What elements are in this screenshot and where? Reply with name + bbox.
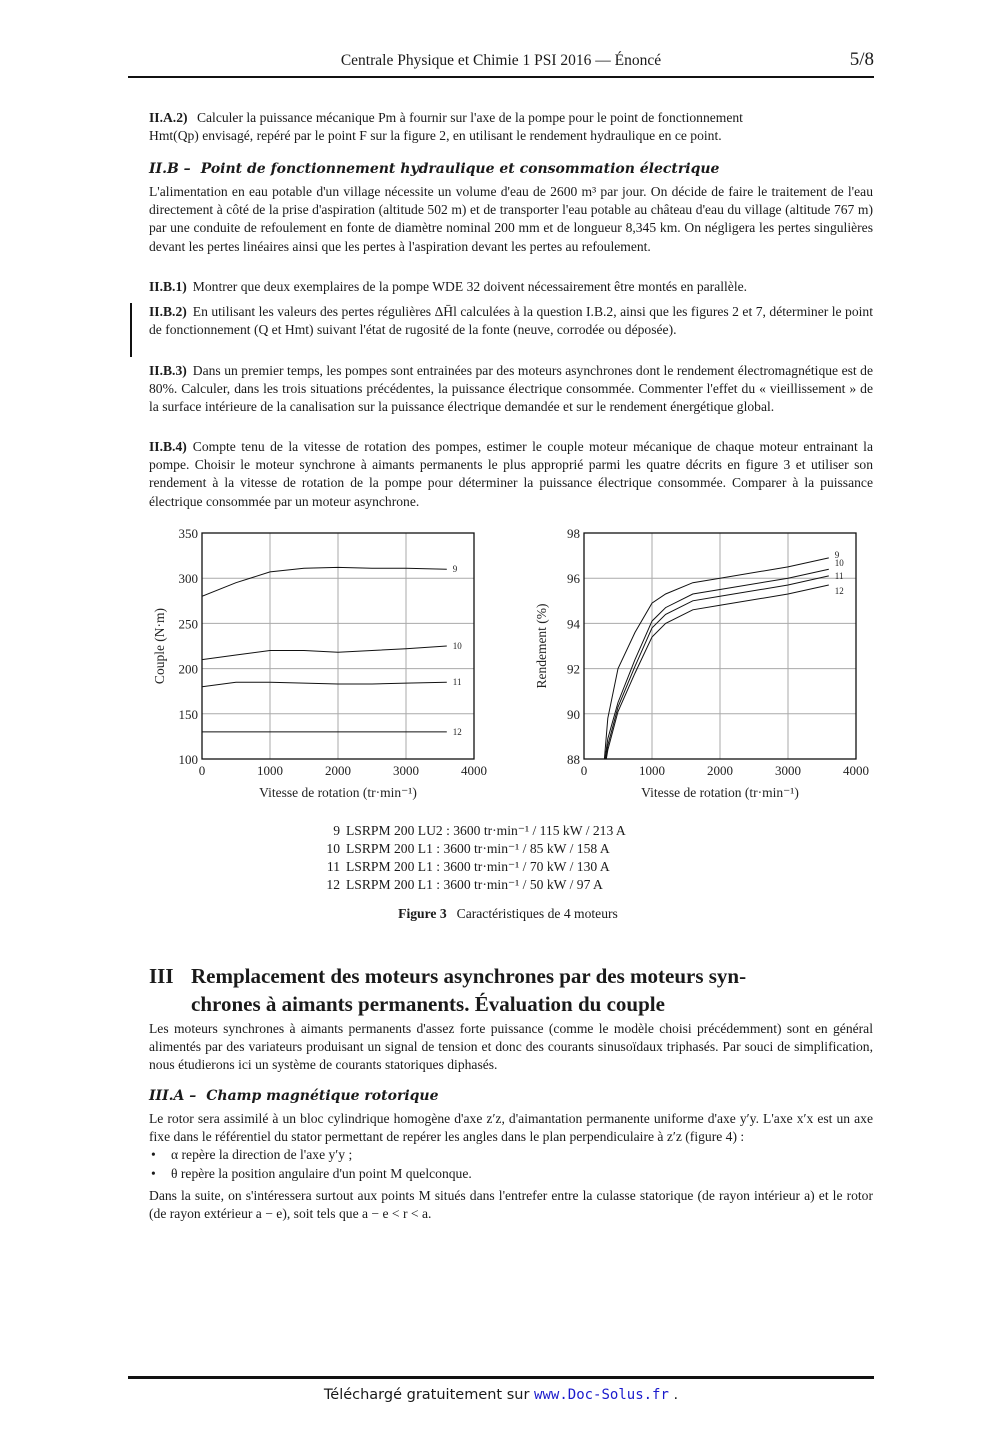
svg-text:98: 98 [567, 526, 580, 541]
question-label: II.B.3) [149, 363, 187, 378]
section-intro-IIB: L'alimentation en eau potable d'un village nécessite un volume d'eau de 2600 m³ par jour. On décide de faire le traitement de l'eau directement à côté de la prise d'aspiration (altitude 502 m) et de transporter l'eau potable au château d'eau du village (altitude 767 m) par une conduite de refoulement en fonte de diamètre nominal 200 mm et de longueur 8,345 km. On négligera les pertes singulières devant les pertes linéaires ainsi que les pertes à l'aspiration devant les pertes au refoulement. [149, 184, 873, 254]
svg-text:11: 11 [452, 677, 462, 688]
caption-label: Figure 3 [398, 906, 447, 921]
question-text: En utilisant les valeurs des pertes régulières ΔH̄l calculées à la question I.B.2, ainsi que les figures 2 et 7, déterminer le point de fonctionnement (Q et Hmt) suivant l'état de rugosité de la fonte (neuve, corrodée ou déposée). [149, 304, 873, 338]
page-number: 5/8 [849, 49, 874, 70]
question-text-line2: Hmt(Qp) envisagé, repéré par le point F sur la figure 2, en utilisant le rendement hydraulique en ce point. [149, 128, 722, 144]
svg-text:300: 300 [178, 571, 198, 587]
svg-text:12: 12 [834, 585, 844, 596]
figure-3-legend [300, 822, 626, 894]
svg-text:0: 0 [580, 763, 588, 778]
question-label: II.B.1) [149, 279, 187, 294]
footer-prefix: Téléchargé gratuitement sur [323, 1387, 530, 1403]
svg-text:10: 10 [834, 558, 844, 569]
svg-text:11: 11 [834, 570, 844, 581]
page-header-title: Centrale Physique et Chimie 1 PSI 2016 — Énoncé [340, 52, 662, 69]
svg-text:92: 92 [567, 661, 580, 677]
paragraph: Le rotor sera assimilé à un bloc cylindrique homogène d'axe z′z, d'aimantation permanente uniforme d'axe y′y. L'axe x′x est un axe fixe dans le référentiel du stator permettant de repérer les angles dans le plan perpendiculaire à z′z (figure 4) : [149, 1111, 873, 1145]
footer-rule [128, 1376, 874, 1379]
svg-text:94: 94 [567, 616, 580, 632]
svg-text:350: 350 [178, 526, 198, 541]
paragraph: Dans la suite, on s'intéressera surtout aux points M situés dans l'entrefer entre la culasse statorique (de rayon intérieur a) et le rotor (de rayon extérieur a − e), soit tels que a − e < r < a. [149, 1187, 873, 1222]
svg-text:96: 96 [567, 571, 580, 587]
question-label: II.B.4) [149, 439, 187, 454]
section-IIIA-body [149, 1110, 873, 1223]
section-heading-III [149, 962, 879, 1018]
section-intro-III: Les moteurs synchrones à aimants permanents d'assez forte puissance (comme le modèle choisi précédemment) sont en général alimentés par des variateurs produisant un signal de tension et donc des courants sinusoïdaux triphasés. Par souci de simplification, nous étudierons ici un système de courants statoriques diphasés. [149, 1021, 873, 1073]
legend-item: 10 LSRPM 200 L1 : 3600 tr·min⁻¹ / 85 kW / 158 A [326, 841, 610, 856]
svg-text:9: 9 [834, 549, 840, 560]
svg-text:1000: 1000 [257, 763, 283, 778]
legend-item: 9 LSRPM 200 LU2 : 3600 tr·min⁻¹ / 115 kW / 213 A [333, 823, 626, 838]
section-number: III [149, 964, 174, 988]
question-text: Montrer que deux exemplaires de la pompe WDE 32 doivent nécessairement être montés en parallèle. [192, 279, 748, 294]
caption-text: Caractéristiques de 4 moteurs [456, 906, 618, 921]
svg-text:12: 12 [452, 726, 462, 737]
footer-link[interactable]: www.Doc-Solus.fr [534, 1387, 669, 1403]
section-label: II.B – [149, 161, 191, 177]
bullet-item: • α repère la direction de l'axe y′y ; [149, 1146, 873, 1164]
svg-text:10: 10 [452, 641, 462, 651]
svg-text:Vitesse de rotation (tr·min⁻¹): Vitesse de rotation (tr·min⁻¹) [259, 785, 417, 800]
question-label: II.B.2) [149, 304, 187, 319]
couple-chart [152, 526, 487, 800]
svg-text:2000: 2000 [325, 763, 351, 778]
section-title: Champ magnétique rotorique [206, 1088, 439, 1104]
svg-text:1000: 1000 [639, 763, 665, 778]
legend-item: 11 LSRPM 200 L1 : 3600 tr·min⁻¹ / 70 kW / 130 A [326, 859, 610, 874]
question-text: Dans un premier temps, les pompes sont entrainées par des moteurs asynchrones dont le rendement électromagnétique est de 80%. Calculer, dans les trois situations précédentes, la puissance électrique consommée. Commenter l'effet du « vieillissement » de la surface intérieure de la canalisation sur la puissance électrique demandée et sur le rendement énergétique global. [149, 363, 873, 415]
svg-text:100: 100 [178, 752, 198, 767]
svg-text:200: 200 [178, 661, 198, 677]
svg-text:3000: 3000 [775, 763, 801, 778]
svg-text:150: 150 [178, 706, 198, 722]
svg-text:4000: 4000 [843, 763, 869, 778]
svg-text:9: 9 [452, 564, 458, 575]
section-label: III.A – [149, 1088, 197, 1104]
svg-text:4000: 4000 [461, 763, 487, 778]
svg-text:0: 0 [198, 763, 206, 778]
svg-text:90: 90 [567, 706, 580, 722]
svg-text:2000: 2000 [707, 763, 733, 778]
footer-suffix: . [668, 1387, 679, 1403]
svg-text:Vitesse de rotation (tr·min⁻¹): Vitesse de rotation (tr·min⁻¹) [641, 785, 799, 800]
footer [128, 1387, 874, 1403]
section-title-line1: Remplacement des moteurs asynchrones par des moteurs syn- [191, 964, 747, 988]
svg-text:3000: 3000 [393, 763, 419, 778]
section-title: Point de fonctionnement hydraulique et consommation électrique [200, 161, 720, 177]
section-heading-IIIA [149, 1088, 873, 1104]
rendement-chart [534, 526, 869, 800]
svg-text:Rendement (%): Rendement (%) [534, 603, 549, 689]
legend-item: 12 LSRPM 200 L1 : 3600 tr·min⁻¹ / 50 kW / 97 A [326, 877, 603, 892]
bullet-item: • θ repère la position angulaire d'un point M quelconque. [149, 1165, 873, 1183]
section-title-line2: chrones à aimants permanents. Évaluation du couple [191, 992, 665, 1016]
svg-text:250: 250 [178, 616, 198, 632]
svg-text:Couple (N·m): Couple (N·m) [152, 607, 167, 685]
svg-text:88: 88 [567, 752, 580, 767]
question-text-line1: Calculer la puissance mécanique Pm à fournir sur l'axe de la pompe pour le point de fonctionnement [196, 110, 743, 125]
question-label: II.A.2) [149, 110, 188, 125]
question-text: Compte tenu de la vitesse de rotation des pompes, estimer le couple moteur mécanique de chaque moteur entrainant la pompe. Choisir le moteur synchrone à aimants permanents le plus approprié parmi les quatre décrits en figure 3 et utiliser son rendement à la vitesse de rotation de la pompe pour déterminer la puissance électrique consommée. Comparer à la puissance électrique consommée par un moteur asynchrone. [149, 439, 873, 509]
figure-3-caption [128, 906, 888, 922]
